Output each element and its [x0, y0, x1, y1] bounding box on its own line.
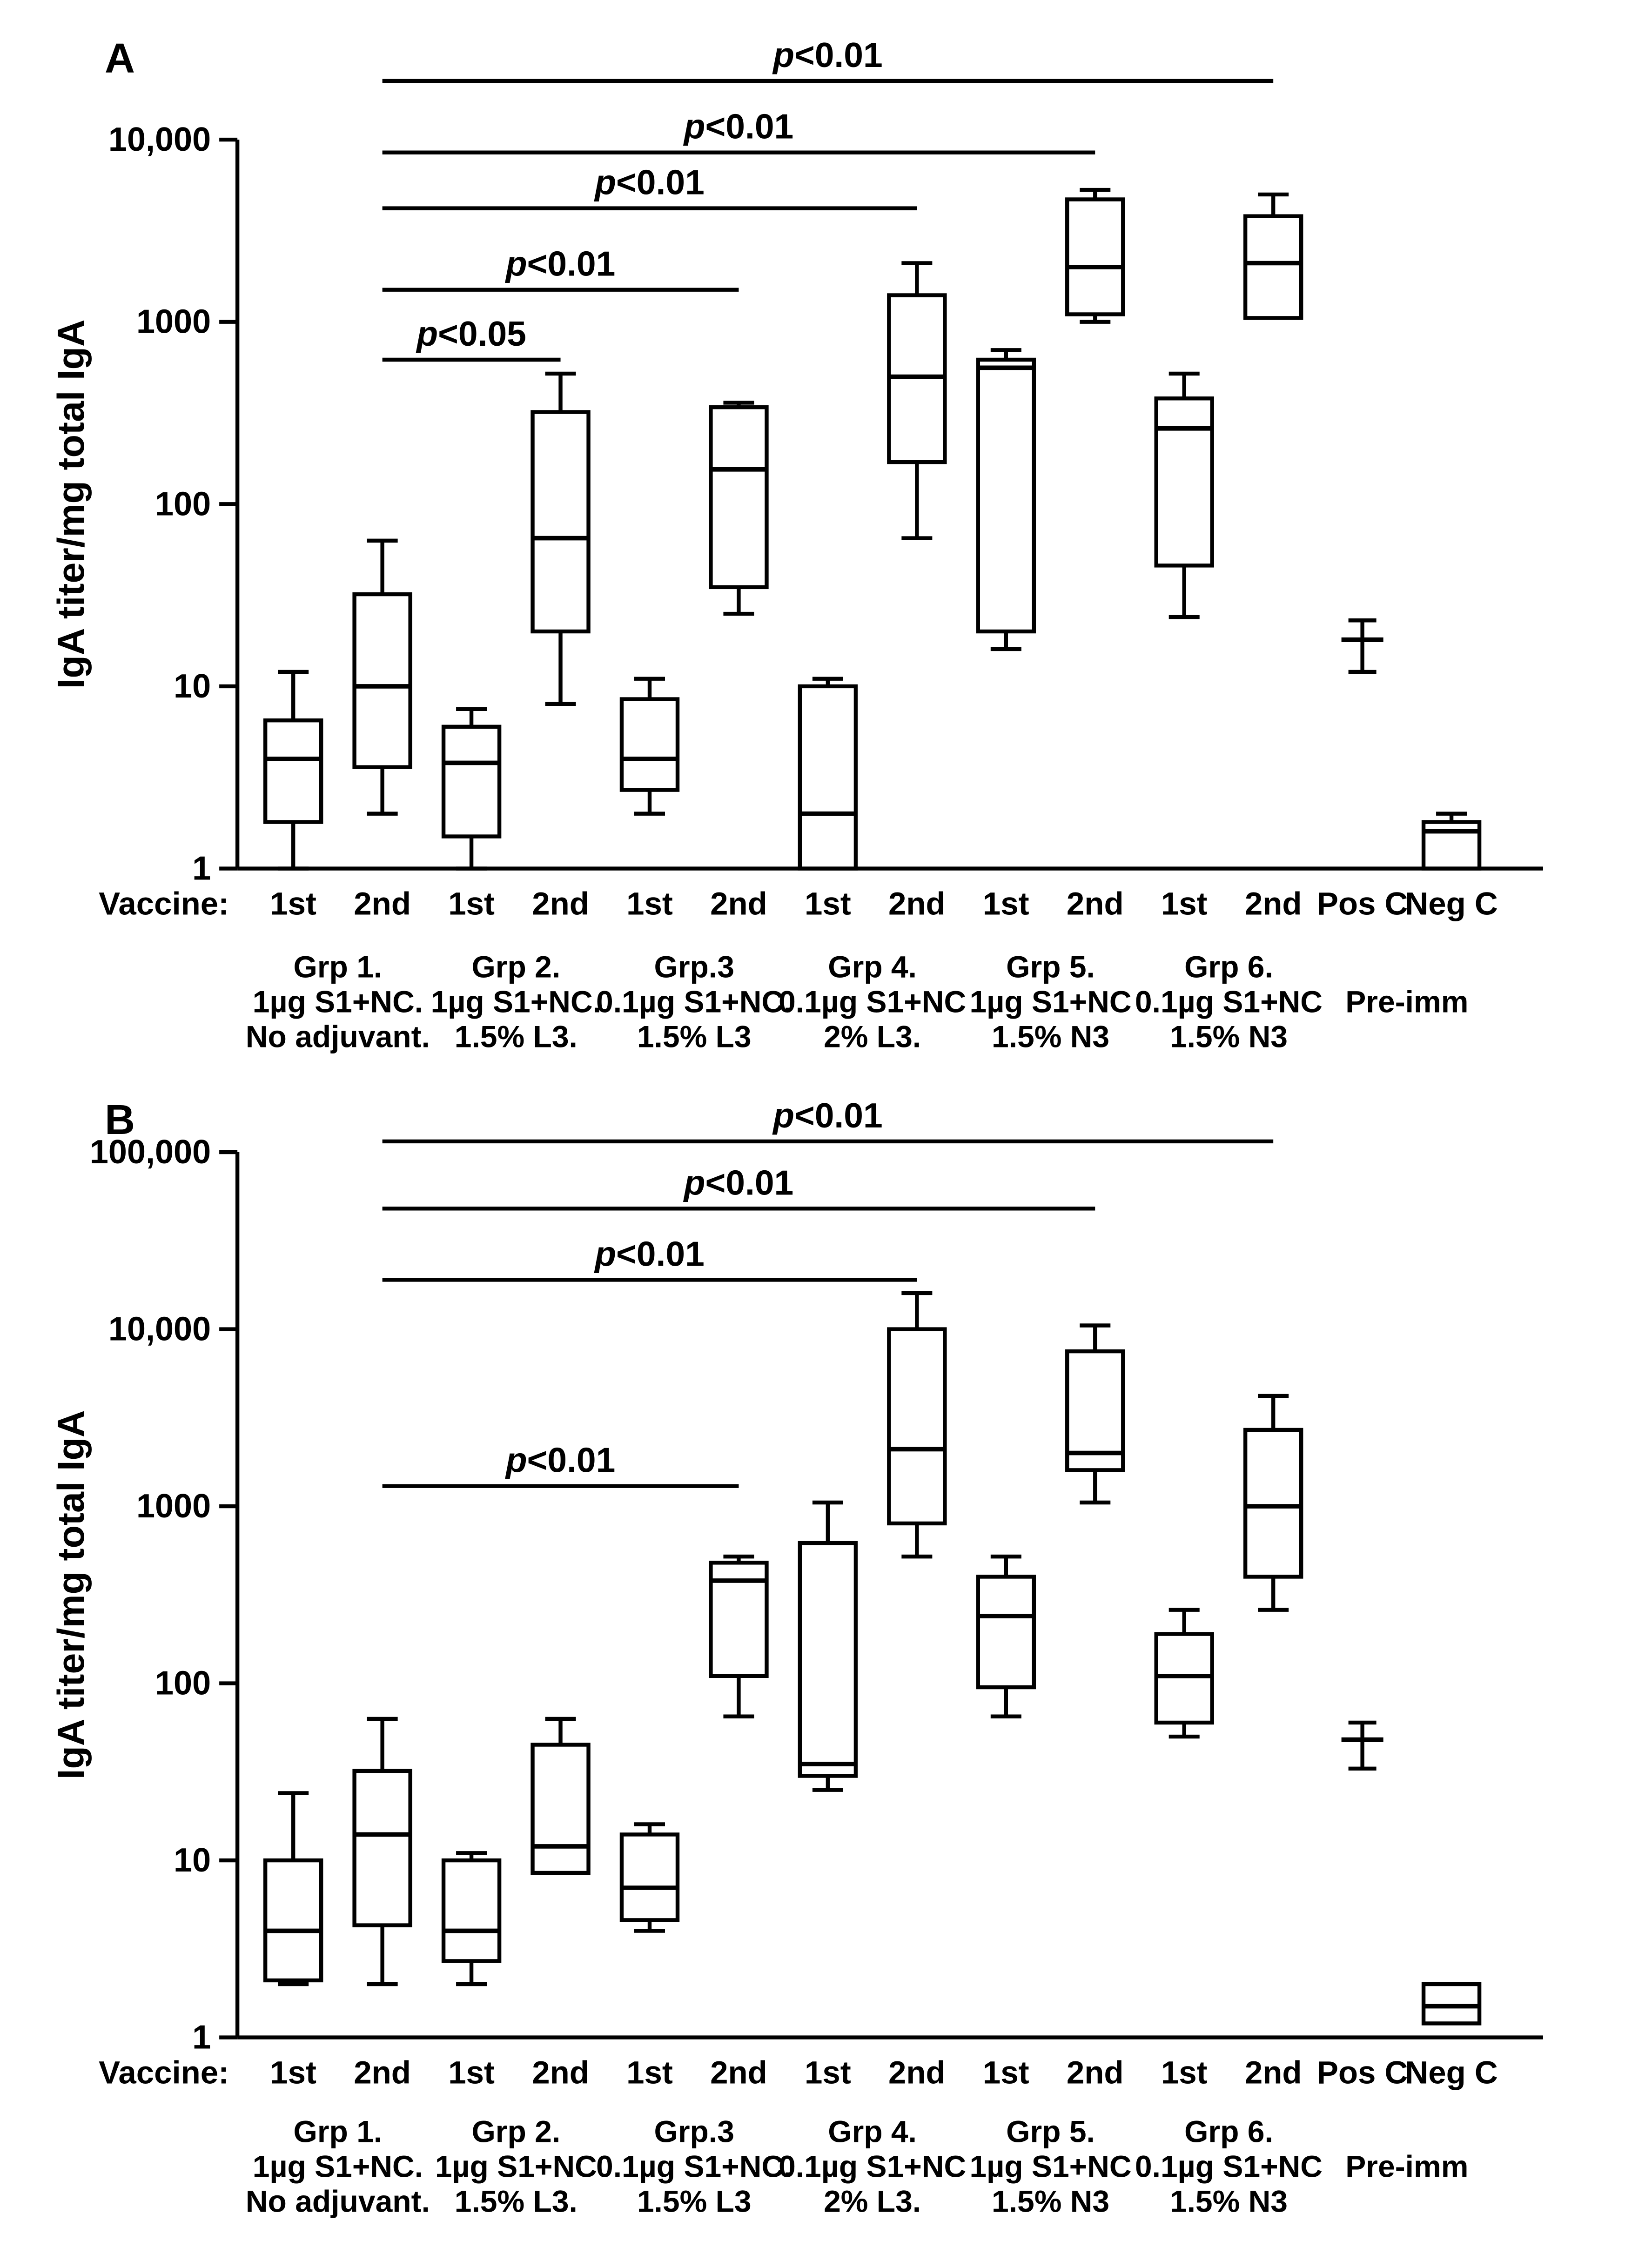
- x-category-label: 1st: [982, 886, 1029, 922]
- iqr-box: [443, 1860, 499, 1961]
- iqr-box: [265, 720, 321, 822]
- iqr-box: [800, 686, 856, 869]
- boxplot-item: [1067, 190, 1123, 322]
- y-tick-label: 10,000: [108, 1310, 211, 1348]
- x-category-label: 2nd: [532, 886, 589, 922]
- boxplot-item: [622, 1824, 678, 1931]
- x-category-label: 1st: [448, 886, 495, 922]
- x-category-label: 1st: [1161, 2054, 1208, 2091]
- iqr-box: [622, 699, 678, 790]
- iqr-box: [1245, 1430, 1301, 1577]
- x-category-label: 2nd: [710, 886, 767, 922]
- group-label: 1.5% N3: [1169, 2184, 1288, 2219]
- x-category-label: Pos C: [1316, 886, 1408, 922]
- group-label: Grp 4.: [828, 2114, 917, 2149]
- boxplot-item: [711, 1556, 766, 1717]
- group-label: Grp 1.: [293, 949, 383, 984]
- group-label: Pre-imm: [1345, 984, 1469, 1019]
- group-label: 1µg S1+NC.: [430, 984, 601, 1019]
- iqr-box: [711, 407, 766, 587]
- group-label: 1.5% L3.: [454, 1019, 578, 1054]
- group-label: 1µg S1+NC: [969, 2149, 1132, 2184]
- iqr-box: [978, 1576, 1034, 1687]
- x-category-label: 1st: [805, 886, 851, 922]
- boxplot-item: [1245, 1396, 1301, 1610]
- boxplot-item: [622, 679, 678, 814]
- x-category-label: 2nd: [1244, 886, 1302, 922]
- group-label: 0.1µg S1+NC: [1135, 984, 1323, 1019]
- y-tick-label: 1000: [136, 1487, 211, 1525]
- x-category-label: 1st: [270, 886, 317, 922]
- iqr-box: [1156, 398, 1212, 565]
- y-axis-label: IgA titer/mg total IgA: [50, 1410, 93, 1779]
- y-tick-label: 100,000: [89, 1133, 211, 1171]
- iqr-box: [1424, 1984, 1479, 2023]
- group-label: 1.5% L3: [637, 1019, 752, 1054]
- y-tick-label: 100: [154, 1664, 211, 1702]
- x-category-label: Pos C: [1316, 2054, 1408, 2091]
- group-label: 2% L3.: [824, 2184, 921, 2219]
- boxplot-item: [800, 679, 856, 869]
- significance-label: p<0.01: [595, 162, 705, 202]
- group-label: Grp 6.: [1184, 2114, 1273, 2149]
- y-axis-label: IgA titer/mg total IgA: [50, 319, 93, 689]
- group-label: 1µg S1+NC: [435, 2149, 597, 2184]
- boxplot-item: [443, 709, 499, 869]
- iqr-box: [622, 1834, 678, 1920]
- boxplot-item: [355, 1719, 410, 1984]
- significance-label: p<0.01: [773, 1095, 883, 1135]
- group-label: 1µg S1+NC.: [252, 2149, 423, 2184]
- iqr-box: [355, 1771, 410, 1925]
- panel-b-boxplot: [0, 1078, 1652, 2254]
- group-label: 0.1µg S1+NC: [779, 2149, 967, 2184]
- significance-label: p<0.01: [595, 1234, 705, 1274]
- boxplot-item: [533, 374, 589, 704]
- x-category-label: 2nd: [710, 2054, 767, 2091]
- y-tick-label: 10: [174, 1841, 211, 1879]
- x-category-label: 1st: [448, 2054, 495, 2091]
- boxplot-item: [889, 263, 945, 538]
- group-label: 0.1µg S1+NC: [779, 984, 967, 1019]
- x-category-label: 2nd: [1066, 2054, 1124, 2091]
- boxplot-item: [800, 1503, 856, 1790]
- boxplot-item: [265, 672, 321, 869]
- group-label: Grp.3: [654, 2114, 734, 2149]
- significance-label: p<0.01: [505, 1440, 616, 1480]
- iqr-box: [1067, 199, 1123, 314]
- x-category-label: 2nd: [532, 2054, 589, 2091]
- group-label: Grp 5.: [1006, 2114, 1095, 2149]
- boxplot-item: [978, 350, 1034, 649]
- iqr-box: [800, 1543, 856, 1776]
- boxplot-item: [1424, 1984, 1479, 2023]
- significance-label: p<0.01: [773, 35, 883, 74]
- y-tick-label: 1000: [136, 303, 211, 341]
- boxplot-item: [978, 1556, 1034, 1717]
- iqr-box: [533, 1744, 589, 1872]
- x-category-label: 2nd: [1066, 886, 1124, 922]
- panel-a-boxplot: [0, 0, 1652, 1078]
- significance-label: p<0.01: [505, 244, 616, 283]
- y-tick-label: 1: [192, 850, 211, 887]
- boxplot-item: [533, 1719, 589, 1873]
- iqr-box: [1156, 1634, 1212, 1722]
- significance-label: p<0.01: [684, 107, 794, 146]
- y-tick-label: 100: [154, 485, 211, 523]
- boxplot-item: [1156, 374, 1212, 617]
- boxplot-item: [1156, 1610, 1212, 1736]
- group-label: 1.5% N3: [1169, 1019, 1288, 1054]
- x-category-label: 2nd: [888, 886, 946, 922]
- boxplot-item: [1342, 1723, 1383, 1769]
- boxplot-item: [1245, 195, 1301, 318]
- group-label: 2% L3.: [824, 1019, 921, 1054]
- x-category-label: 2nd: [354, 886, 411, 922]
- group-label: 1µg S1+NC: [969, 984, 1132, 1019]
- x-category-label: Neg C: [1405, 886, 1498, 922]
- x-category-label: 1st: [626, 2054, 673, 2091]
- group-label: No adjuvant.: [245, 2184, 430, 2219]
- y-tick-label: 1: [192, 2019, 211, 2056]
- boxplot-item: [265, 1793, 321, 1984]
- group-label: Grp 5.: [1006, 949, 1095, 984]
- boxplot-item: [1424, 814, 1479, 869]
- iqr-box: [1424, 822, 1479, 869]
- x-category-label: 2nd: [354, 2054, 411, 2091]
- x-category-label: 1st: [982, 2054, 1029, 2091]
- group-label: Grp 2.: [471, 949, 561, 984]
- group-label: No adjuvant.: [245, 1019, 430, 1054]
- x-category-label: 1st: [626, 886, 673, 922]
- iqr-box: [355, 594, 410, 767]
- y-tick-label: 10,000: [108, 121, 211, 159]
- boxplot-item: [355, 541, 410, 814]
- group-label: 1.5% N3: [991, 1019, 1110, 1054]
- boxplot-item: [443, 1853, 499, 1984]
- x-category-label: Neg C: [1405, 2054, 1498, 2091]
- iqr-box: [889, 1329, 945, 1523]
- group-label: 0.1µg S1+NC: [1135, 2149, 1323, 2184]
- group-label: 1.5% L3: [637, 2184, 752, 2219]
- group-label: 0.1µg S1+NC.: [596, 2149, 792, 2184]
- panel-letter: A: [105, 35, 135, 82]
- group-label: Grp.3: [654, 949, 734, 984]
- x-category-label: 1st: [805, 2054, 851, 2091]
- iqr-box: [265, 1860, 321, 1980]
- x-axis-row-label: Vaccine:: [99, 886, 229, 922]
- group-label: Grp 1.: [293, 2114, 383, 2149]
- boxplot-item: [889, 1293, 945, 1556]
- group-label: 1.5% N3: [991, 2184, 1110, 2219]
- group-label: Grp 6.: [1184, 949, 1273, 984]
- significance-label: p<0.01: [684, 1162, 794, 1202]
- group-label: Grp 4.: [828, 949, 917, 984]
- group-label: 1.5% L3.: [454, 2184, 578, 2219]
- significance-label: p<0.05: [416, 314, 526, 353]
- boxplot-item: [1342, 620, 1383, 672]
- group-label: 0.1µg S1+NC.: [596, 984, 792, 1019]
- x-category-label: 1st: [270, 2054, 317, 2091]
- x-category-label: 2nd: [888, 2054, 946, 2091]
- iqr-box: [978, 360, 1034, 631]
- panel-letter: B: [105, 1096, 135, 1143]
- group-label: 1µg S1+NC.: [252, 984, 423, 1019]
- iqr-box: [443, 727, 499, 837]
- x-axis-row-label: Vaccine:: [99, 2054, 229, 2091]
- boxplot-item: [711, 402, 766, 614]
- group-label: Pre-imm: [1345, 2149, 1469, 2184]
- iqr-box: [533, 412, 589, 631]
- y-tick-label: 10: [174, 667, 211, 705]
- boxplot-item: [1067, 1325, 1123, 1503]
- iqr-box: [1245, 216, 1301, 318]
- group-label: Grp 2.: [471, 2114, 561, 2149]
- x-category-label: 1st: [1161, 886, 1208, 922]
- x-category-label: 2nd: [1244, 2054, 1302, 2091]
